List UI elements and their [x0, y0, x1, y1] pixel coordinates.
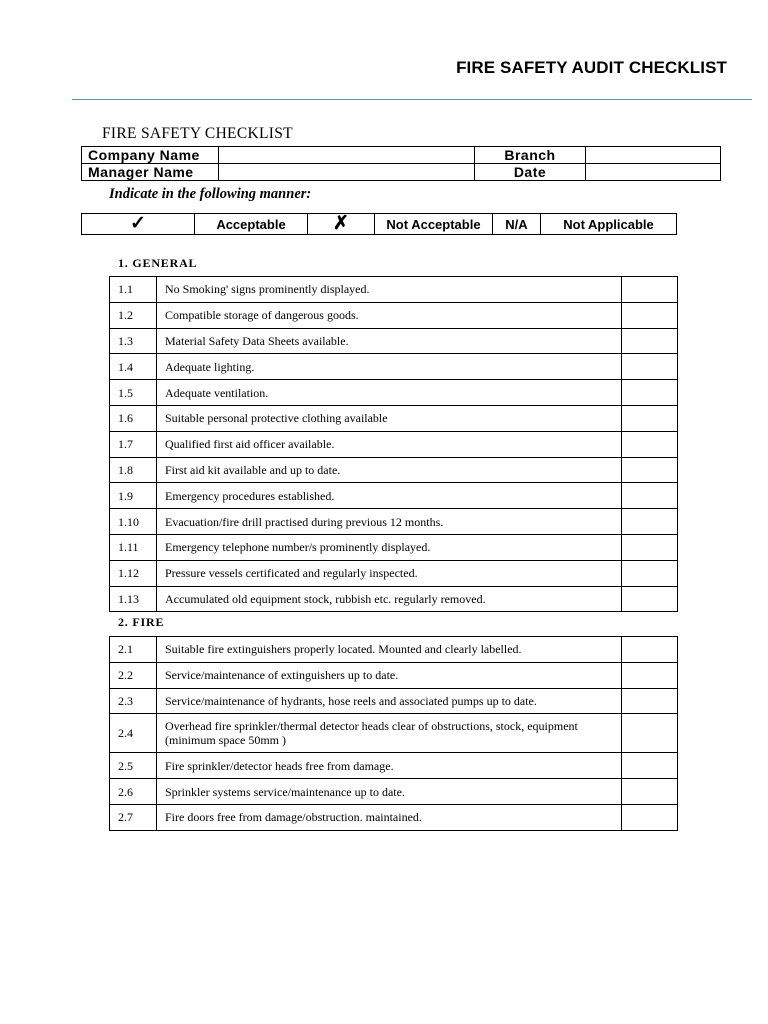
item-status-cell[interactable]: [622, 405, 678, 431]
table-row: [110, 534, 678, 560]
item-text: Material Safety Data Sheets available.: [157, 328, 622, 354]
item-status-cell[interactable]: [622, 560, 678, 586]
table-row: [110, 328, 678, 354]
section-heading-general: 1. GENERAL: [118, 256, 198, 270]
table-row: [110, 302, 678, 328]
legend-not-applicable: Not Applicable: [541, 214, 677, 235]
date-field[interactable]: [586, 164, 721, 181]
item-number: 2.5: [110, 753, 157, 779]
item-status-cell[interactable]: [622, 380, 678, 406]
page-title: FIRE SAFETY AUDIT CHECKLIST: [456, 58, 727, 77]
item-text: Suitable personal protective clothing available: [157, 405, 622, 431]
item-number: 1.10: [110, 509, 157, 535]
item-number: 1.12: [110, 560, 157, 586]
item-number: 1.13: [110, 586, 157, 612]
item-status-cell[interactable]: [622, 714, 678, 753]
general-checklist-table: [109, 276, 678, 612]
item-status-cell[interactable]: [622, 688, 678, 714]
table-row: [110, 457, 678, 483]
company-name-field[interactable]: [219, 147, 475, 164]
table-row: [110, 779, 678, 805]
item-text: Service/maintenance of extinguishers up to date.: [157, 662, 622, 688]
item-text: Suitable fire extinguishers properly located. Mounted and clearly labelled.: [157, 637, 622, 663]
item-text: Accumulated old equipment stock, rubbish etc. regularly removed.: [157, 586, 622, 612]
item-text: Emergency procedures established.: [157, 483, 622, 509]
legend-acceptable: Acceptable: [195, 214, 308, 235]
item-text: Adequate lighting.: [157, 354, 622, 380]
item-text: Emergency telephone number/s prominently displayed.: [157, 534, 622, 560]
item-number: 2.4: [110, 714, 157, 753]
item-text: Overhead fire sprinkler/thermal detector heads clear of obstructions, stock, equipment (minimum space 50mm ): [157, 714, 622, 753]
item-status-cell[interactable]: [622, 637, 678, 663]
table-row: [110, 714, 678, 753]
item-number: 2.3: [110, 688, 157, 714]
item-number: 1.4: [110, 354, 157, 380]
legend-instruction: Indicate in the following manner:: [109, 186, 312, 202]
table-row: [110, 380, 678, 406]
item-text: No Smoking' signs prominently displayed.: [157, 277, 622, 303]
company-name-label: Company Name: [82, 147, 219, 164]
table-row: [110, 753, 678, 779]
item-text: Fire doors free from damage/obstruction. maintained.: [157, 804, 622, 830]
table-row: [110, 509, 678, 535]
manager-name-field[interactable]: [219, 164, 475, 181]
item-status-cell[interactable]: [622, 328, 678, 354]
item-text: Service/maintenance of hydrants, hose reels and associated pumps up to date.: [157, 688, 622, 714]
table-row: [110, 405, 678, 431]
item-number: 1.2: [110, 302, 157, 328]
item-text: Evacuation/fire drill practised during previous 12 months.: [157, 509, 622, 535]
item-status-cell[interactable]: [622, 534, 678, 560]
item-number: 1.1: [110, 277, 157, 303]
section-heading-fire: 2. FIRE: [118, 615, 165, 629]
item-status-cell[interactable]: [622, 804, 678, 830]
item-status-cell[interactable]: [622, 509, 678, 535]
item-status-cell[interactable]: [622, 277, 678, 303]
cross-icon: ✗: [308, 214, 375, 235]
table-row: [110, 354, 678, 380]
manager-name-label: Manager Name: [82, 164, 219, 181]
item-number: 1.11: [110, 534, 157, 560]
table-row: [110, 431, 678, 457]
table-row: [110, 586, 678, 612]
item-status-cell[interactable]: [622, 779, 678, 805]
table-row: [110, 804, 678, 830]
item-status-cell[interactable]: [622, 457, 678, 483]
item-number: 1.6: [110, 405, 157, 431]
table-row: [110, 637, 678, 663]
checklist-subtitle: FIRE SAFETY CHECKLIST: [102, 125, 293, 142]
item-status-cell[interactable]: [622, 586, 678, 612]
item-status-cell[interactable]: [622, 753, 678, 779]
item-text: Adequate ventilation.: [157, 380, 622, 406]
table-row: [110, 483, 678, 509]
item-number: 2.2: [110, 662, 157, 688]
date-label: Date: [475, 164, 586, 181]
fire-checklist-table: [109, 636, 678, 831]
item-text: Qualified first aid officer available.: [157, 431, 622, 457]
item-number: 1.5: [110, 380, 157, 406]
item-status-cell[interactable]: [622, 431, 678, 457]
item-status-cell[interactable]: [622, 354, 678, 380]
table-row: [110, 662, 678, 688]
item-text: Fire sprinkler/detector heads free from damage.: [157, 753, 622, 779]
legend-table: [81, 213, 677, 235]
item-number: 2.1: [110, 637, 157, 663]
header-divider: [72, 99, 752, 100]
item-status-cell[interactable]: [622, 302, 678, 328]
item-text: Sprinkler systems service/maintenance up to date.: [157, 779, 622, 805]
table-row: [110, 688, 678, 714]
item-number: 1.8: [110, 457, 157, 483]
branch-label: Branch: [475, 147, 586, 164]
table-row: [110, 560, 678, 586]
item-number: 1.3: [110, 328, 157, 354]
item-status-cell[interactable]: [622, 662, 678, 688]
legend-na: N/A: [493, 214, 541, 235]
item-text: First aid kit available and up to date.: [157, 457, 622, 483]
item-text: Compatible storage of dangerous goods.: [157, 302, 622, 328]
item-number: 1.9: [110, 483, 157, 509]
item-number: 1.7: [110, 431, 157, 457]
item-status-cell[interactable]: [622, 483, 678, 509]
item-number: 2.7: [110, 804, 157, 830]
item-text: Pressure vessels certificated and regularly inspected.: [157, 560, 622, 586]
check-icon: ✓: [82, 214, 195, 235]
item-number: 2.6: [110, 779, 157, 805]
table-row: [110, 277, 678, 303]
info-table: [81, 146, 721, 181]
branch-field[interactable]: [586, 147, 721, 164]
legend-not-acceptable: Not Acceptable: [375, 214, 493, 235]
